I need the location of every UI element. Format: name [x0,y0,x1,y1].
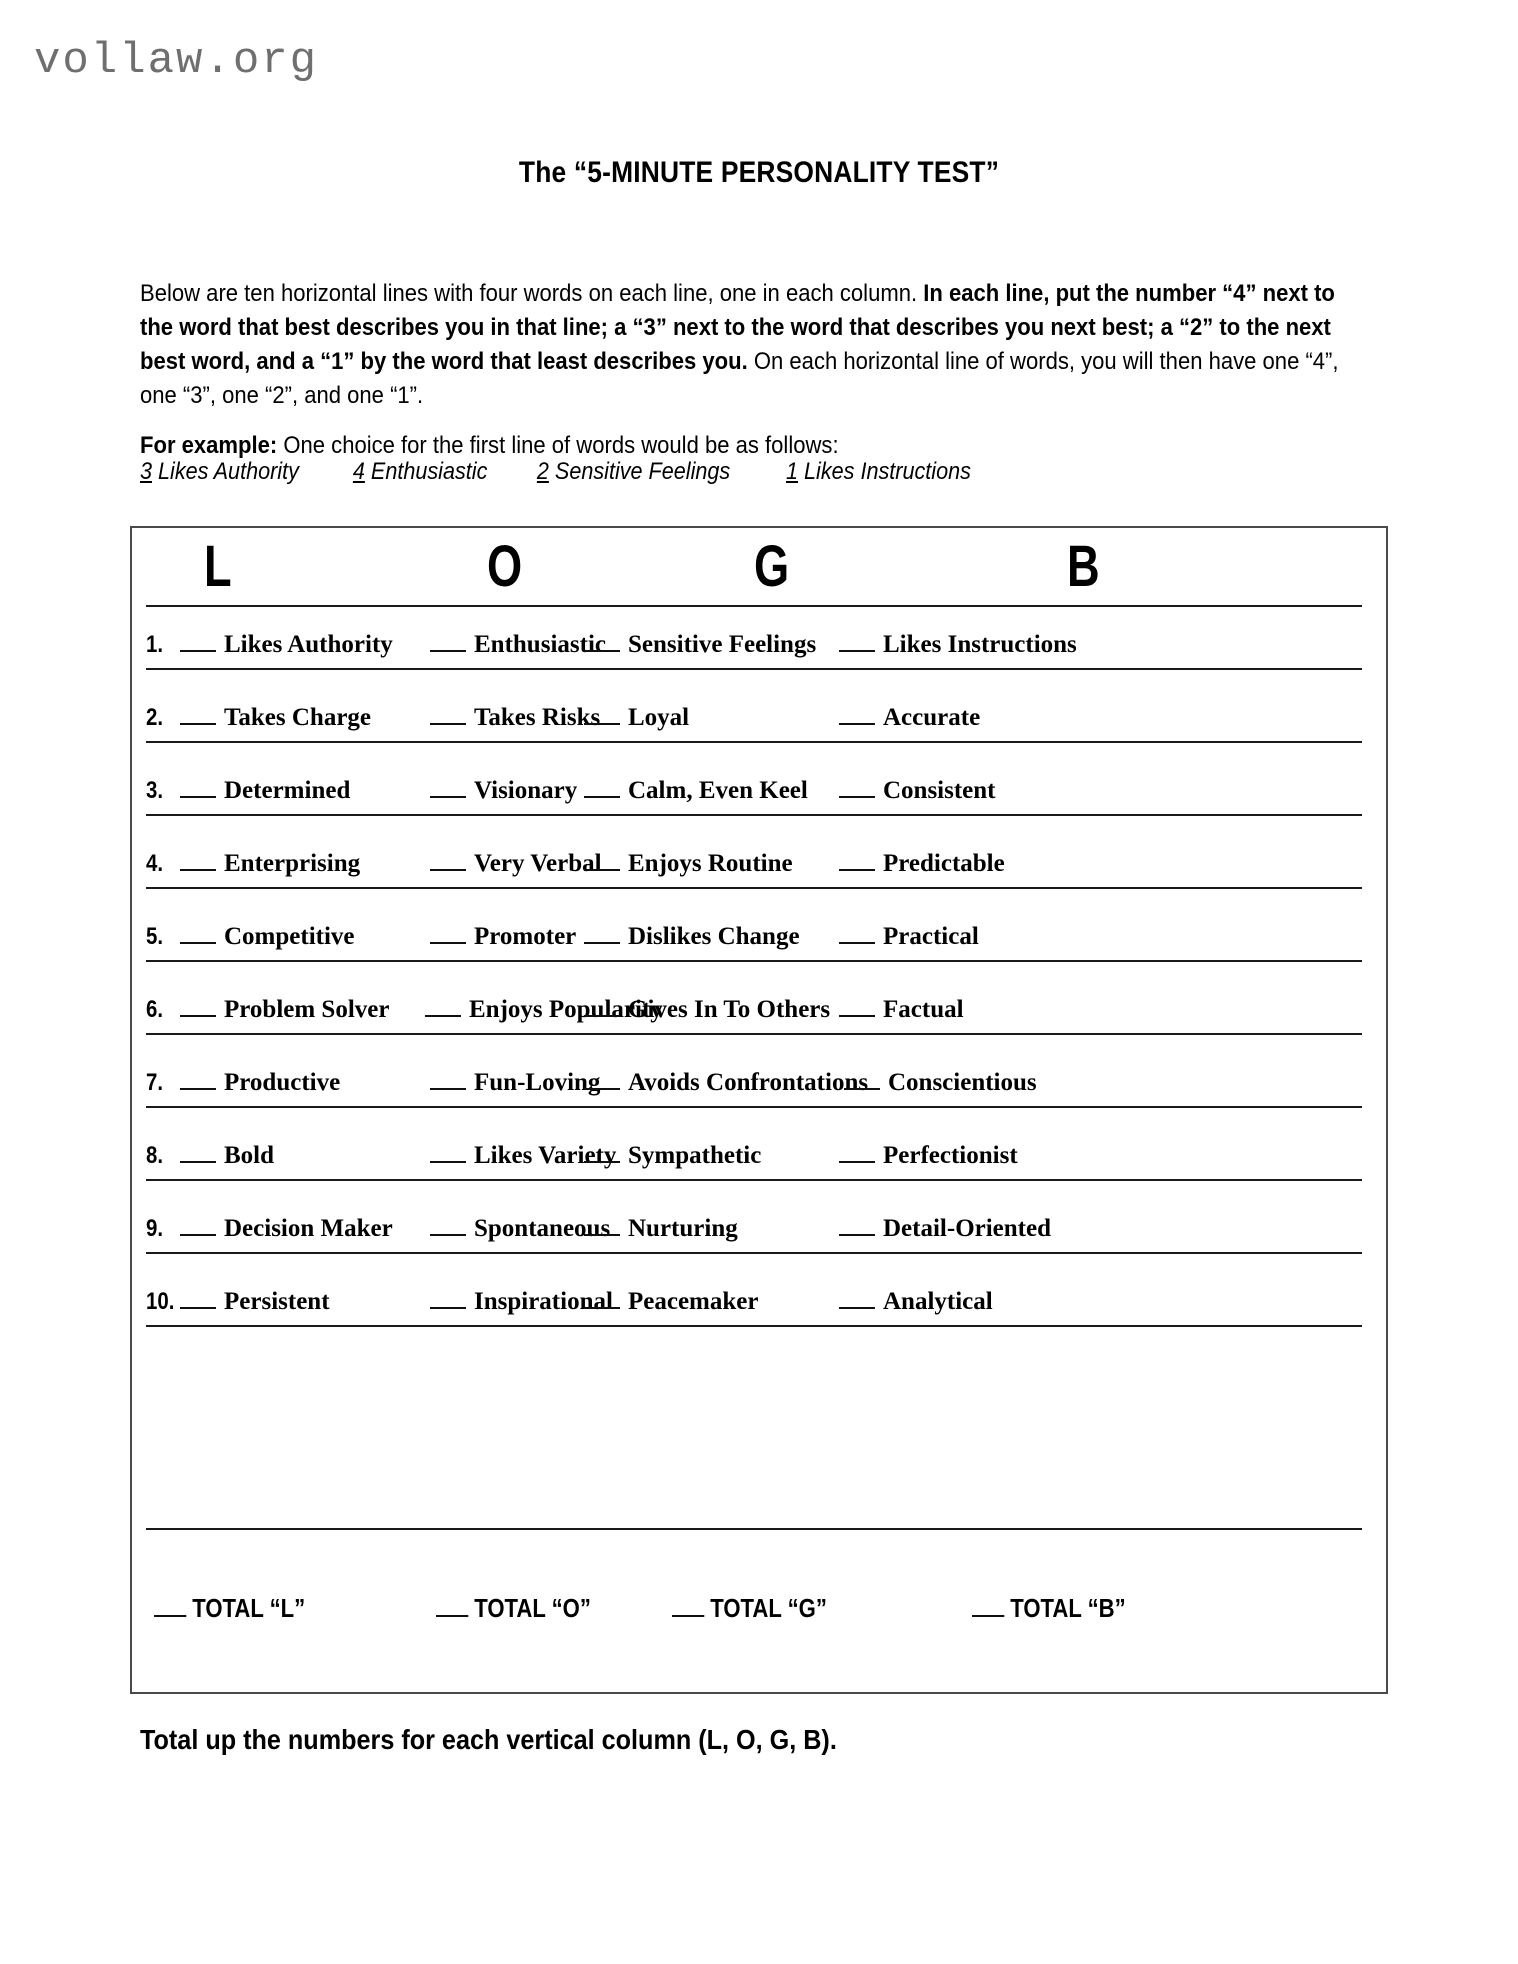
column-header-l: L [204,534,232,599]
total-o-blank[interactable] [436,1597,468,1617]
row-divider [146,1106,1362,1108]
score-blank[interactable] [430,778,466,798]
score-blank[interactable] [180,632,216,652]
answer-cell[interactable] [584,774,808,808]
answer-cell[interactable] [180,920,355,954]
score-blank[interactable] [839,851,875,871]
score-blank[interactable] [430,1143,466,1163]
score-blank[interactable] [839,1216,875,1236]
score-blank[interactable] [180,705,216,725]
answer-word: Loyal [628,704,690,731]
answer-cell[interactable] [584,847,793,881]
example-answer-2 [353,458,487,486]
totals-row [132,1588,1386,1628]
answer-cell[interactable] [584,1066,868,1100]
row-divider [146,1033,1362,1035]
answer-cell[interactable] [180,628,393,662]
total-b-cell[interactable] [972,1588,1126,1628]
answer-cell[interactable] [180,1285,330,1319]
score-blank[interactable] [584,997,620,1017]
answer-cell[interactable] [839,1139,1018,1173]
example-answer-3-number: 2 [536,458,549,485]
example-answer-1-word: Likes Authority [158,458,299,485]
answer-cell[interactable] [839,1212,1051,1246]
row-number: 3. [146,777,164,804]
score-blank[interactable] [584,778,620,798]
answer-cell[interactable] [584,701,689,735]
answer-word: Sympathetic [628,1142,762,1169]
answer-word: Determined [224,777,351,804]
row-number: 8. [146,1142,164,1169]
page-title: The “5-MINUTE PERSONALITY TEST” [518,156,1000,190]
score-blank[interactable] [180,997,216,1017]
intro-paragraph [140,277,1360,413]
answer-cell[interactable] [839,628,1077,662]
answer-word: Productive [224,1069,341,1096]
intro-text-bold: In each line, put the number “4” next to the word that best describes you in that line; a “3” next to the word that describes you next best; a “2” to the next best word, and a “1” by the word that least describes you. [140,279,1335,375]
answer-word: Analytical [883,1288,993,1315]
answer-word: Avoids Confrontations [628,1069,869,1096]
score-blank[interactable] [584,1143,620,1163]
answer-word: Takes Charge [224,704,372,731]
answer-cell[interactable] [839,847,1005,881]
row-divider [146,1252,1362,1254]
answer-cell[interactable] [430,774,577,808]
answer-word: Detail-Oriented [883,1215,1052,1242]
total-l-blank[interactable] [154,1597,186,1617]
answer-word: Factual [883,996,964,1023]
row-divider [146,605,1362,607]
row-divider [146,960,1362,962]
answer-word: Inspirational [474,1288,613,1315]
site-watermark: vollaw.org [34,36,319,86]
intro-text-part-1: Below are ten horizontal lines with four words on each line, one in each column. [140,279,924,307]
table-row [132,701,1386,735]
total-g-label: TOTAL “G” [710,1593,827,1623]
row-divider [146,1325,1362,1327]
table-row [132,847,1386,881]
score-blank[interactable] [430,1216,466,1236]
example-answer-1 [140,458,299,486]
example-answer-1-number: 3 [140,458,153,485]
score-blank[interactable] [430,851,466,871]
score-blank[interactable] [180,1070,216,1090]
answer-cell[interactable] [180,774,350,808]
answer-word: Dislikes Change [628,923,800,950]
score-blank[interactable] [844,1070,880,1090]
answer-word: Nurturing [628,1215,738,1242]
answer-word: Sensitive Feelings [628,631,817,658]
score-blank[interactable] [180,1289,216,1309]
example-answer-2-word: Enthusiastic [370,458,488,485]
score-blank[interactable] [584,924,620,944]
answer-cell[interactable] [839,993,964,1027]
answer-word: Likes Instructions [883,631,1077,658]
answer-word: Competitive [224,923,355,950]
footer-instruction: Total up the numbers for each vertical column (L, O, G, B). [140,1724,837,1755]
answer-cell[interactable] [584,993,830,1027]
row-divider [146,668,1362,670]
answer-cell[interactable] [584,1212,738,1246]
score-blank[interactable] [430,1289,466,1309]
answer-word: Enjoys Popularity [469,996,663,1023]
total-l-cell[interactable] [154,1588,305,1628]
total-b-blank[interactable] [972,1597,1004,1617]
total-b-label: TOTAL “B” [1010,1593,1126,1623]
row-number: 1. [146,631,164,658]
score-blank[interactable] [180,1216,216,1236]
row-divider [146,814,1362,816]
answer-word: Predictable [883,850,1005,877]
intro-text-part-3: On each horizontal line of words, you will then have one “4”, one “3”, one “2”, and one “1”. [140,347,1339,409]
answer-cell[interactable] [430,1066,600,1100]
row-number: 6. [146,996,164,1023]
table-row [132,1139,1386,1173]
example-label: For example: [140,432,278,459]
answer-word: Very Verbal [474,850,602,877]
table-row [132,993,1386,1027]
answer-word: Takes Risks [474,704,601,731]
answer-cell[interactable] [180,1066,340,1100]
answer-word: Conscientious [888,1069,1037,1096]
answer-word: Peacemaker [628,1288,759,1315]
example-answer-3 [537,458,730,486]
answer-cell[interactable] [180,701,371,735]
table-row [132,1212,1386,1246]
answer-cell[interactable] [839,1285,993,1319]
row-number: 10. [146,1288,175,1315]
table-row [132,1285,1386,1319]
total-o-cell[interactable] [436,1588,591,1628]
score-blank[interactable] [430,632,466,652]
table-row [132,774,1386,808]
row-divider [146,741,1362,743]
row-divider [146,1179,1362,1181]
example-answer-2-number: 4 [352,458,365,485]
score-blank[interactable] [839,778,875,798]
example-answer-4-word: Likes Instructions [804,458,971,485]
answer-word: Enterprising [224,850,361,877]
answer-word: Enthusiastic [474,631,606,658]
answer-cell[interactable] [839,920,979,954]
answer-word: Likes Variety [474,1142,617,1169]
personality-test-table [130,526,1388,1694]
example-answer-4-number: 1 [786,458,799,485]
answer-word: Visionary [474,777,578,804]
answer-word: Calm, Even Keel [628,777,808,804]
total-o-label: TOTAL “O” [474,1593,591,1623]
example-answer-3-word: Sensitive Feelings [554,458,731,485]
answer-word: Bold [224,1142,275,1169]
answer-word: Persistent [224,1288,330,1315]
total-g-cell[interactable] [672,1588,827,1628]
score-blank[interactable] [839,924,875,944]
answer-word: Practical [883,923,979,950]
answer-cell[interactable] [839,701,980,735]
example-label-rest: One choice for the first line of words would be as follows: [277,432,839,459]
table-row [132,920,1386,954]
answer-word: Fun-Loving [474,1069,601,1096]
answer-cell[interactable] [430,701,600,735]
answer-word: Enjoys Routine [628,850,793,877]
answer-cell[interactable] [180,1139,274,1173]
score-blank[interactable] [180,778,216,798]
score-blank[interactable] [180,924,216,944]
score-blank[interactable] [584,1216,620,1236]
total-g-blank[interactable] [672,1597,704,1617]
answer-word: Decision Maker [224,1215,393,1242]
score-blank[interactable] [180,1143,216,1163]
score-blank[interactable] [430,705,466,725]
row-number: 5. [146,923,164,950]
answer-cell[interactable] [180,847,360,881]
score-blank[interactable] [839,705,875,725]
example-answer-4 [786,458,971,486]
row-divider [146,1528,1362,1530]
answer-word: Spontaneous [474,1215,611,1242]
column-header-o: O [487,534,523,599]
score-blank[interactable] [430,924,466,944]
score-blank[interactable] [584,1289,620,1309]
score-blank[interactable] [839,632,875,652]
score-blank[interactable] [839,1143,875,1163]
score-blank[interactable] [425,997,461,1017]
score-blank[interactable] [584,632,620,652]
column-header-g: G [754,534,790,599]
score-blank[interactable] [839,1289,875,1309]
answer-cell[interactable] [584,1139,761,1173]
row-number: 9. [146,1215,164,1242]
answer-cell[interactable] [584,628,816,662]
answer-word: Gives In To Others [628,996,831,1023]
answer-word: Consistent [883,777,996,804]
row-divider [146,887,1362,889]
score-blank[interactable] [430,1070,466,1090]
score-blank[interactable] [584,851,620,871]
answer-cell[interactable] [584,1285,758,1319]
table-row [132,628,1386,662]
answer-cell[interactable] [430,847,602,881]
score-blank[interactable] [584,705,620,725]
answer-cell[interactable] [430,628,606,662]
row-number: 2. [146,704,164,731]
answer-word: Accurate [883,704,981,731]
answer-word: Perfectionist [883,1142,1018,1169]
row-number: 4. [146,850,164,877]
answer-cell[interactable] [430,920,576,954]
table-row [132,1066,1386,1100]
score-blank[interactable] [839,997,875,1017]
answer-cell[interactable] [180,993,389,1027]
score-blank[interactable] [584,1070,620,1090]
row-number: 7. [146,1069,164,1096]
total-l-label: TOTAL “L” [192,1593,306,1623]
answer-cell[interactable] [180,1212,393,1246]
answer-word: Likes Authority [224,631,393,658]
answer-cell[interactable] [844,1066,1037,1100]
score-blank[interactable] [180,851,216,871]
answer-word: Problem Solver [224,996,390,1023]
column-header-b: B [1067,534,1100,599]
answer-cell[interactable] [839,774,996,808]
example-answer-row [140,458,971,486]
answer-word: Promoter [474,923,577,950]
answer-cell[interactable] [584,920,800,954]
